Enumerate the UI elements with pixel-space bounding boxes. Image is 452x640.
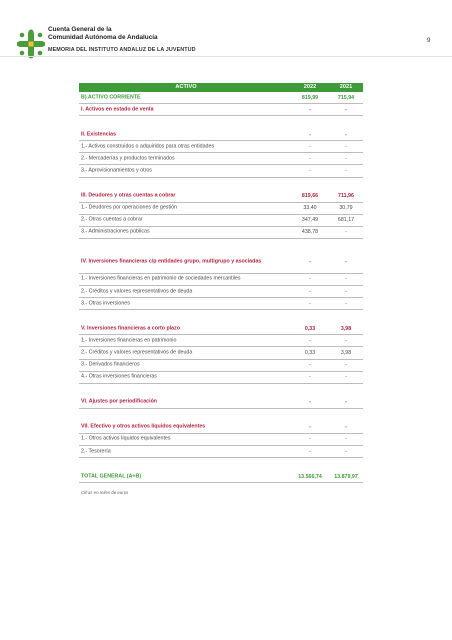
row-label: 3.- Otras inversiones [81, 299, 130, 306]
junta-andalucia-logo-icon [17, 29, 45, 59]
row-label: 3.- Aprovisionamientos y otros [81, 167, 152, 174]
value-2022: - [309, 424, 311, 431]
spacer-row [79, 458, 363, 471]
row-label: B) ACTIVO CORRIENTE [81, 93, 141, 100]
table-row [79, 274, 363, 286]
row-label: 1.- Deudores por operaciones de gestión [81, 204, 177, 211]
value-2022: 438,78 [301, 229, 319, 236]
value-2021: - [345, 259, 347, 266]
value-2022: 347,49 [301, 217, 319, 224]
table-row [79, 372, 363, 384]
table-row [79, 153, 363, 165]
row-label: TOTAL GENERAL (A+B) [81, 472, 142, 479]
row-label: VII. Efectivo y otros activos líquidos equivalentes [81, 423, 206, 430]
table-row [79, 141, 363, 153]
value-2022: - [309, 143, 311, 150]
document-subtitle: MEMORIA DEL INSTITUTO ANDALUZ DE LA JUVENTUD [48, 47, 196, 53]
spacer-row [79, 384, 363, 397]
value-2021: 13.879,97 [334, 473, 358, 480]
value-2021: - [345, 436, 347, 443]
table-row [79, 104, 363, 116]
organization-name-line1: Cuenta General de la [48, 26, 112, 33]
table-body [79, 92, 363, 483]
row-label: 2.- Créditos y valores representativos de deuda [81, 349, 193, 356]
activo-table [79, 83, 363, 483]
value-2022: - [309, 448, 311, 455]
value-2022: - [309, 131, 311, 138]
page-number: 9 [427, 38, 431, 44]
table-row [79, 92, 363, 104]
table-row [79, 360, 363, 372]
table-row [79, 323, 363, 335]
value-2022: - [309, 300, 311, 307]
value-2022: 13.566,74 [298, 473, 322, 480]
table-row [79, 397, 363, 409]
value-2021: 30,79 [339, 205, 353, 212]
page-header [0, 0, 452, 70]
value-2022: 0,33 [304, 325, 316, 332]
table-row [79, 215, 363, 227]
spacer-row [79, 409, 363, 422]
value-2021: 715,94 [337, 94, 355, 101]
value-2021: 3,98 [340, 325, 352, 332]
value-2021: 681,17 [337, 217, 355, 224]
table-row [79, 422, 363, 434]
value-2022: 0,33 [304, 349, 316, 356]
value-2021: - [345, 131, 347, 138]
spacer-row [79, 239, 363, 252]
value-2021: - [345, 143, 347, 150]
row-label: 2.- Mercaderías y productos terminados [81, 155, 175, 162]
table-row [79, 203, 363, 215]
value-2022: - [309, 106, 311, 113]
table-row [79, 165, 363, 177]
value-2022: - [309, 155, 311, 162]
value-2021: - [345, 106, 347, 113]
value-2022: - [309, 259, 311, 266]
value-2022: 33,40 [303, 205, 317, 212]
row-label: III. Deudores y otras cuentas a cobrar [81, 192, 176, 199]
value-2021: - [345, 229, 347, 236]
value-2022: 819,66 [301, 193, 319, 200]
value-2022: - [309, 362, 311, 369]
value-2021: - [345, 399, 347, 406]
row-label: 1.- Otros activos líquidos equivalentes [81, 435, 171, 442]
row-label: V. Inversiones financieras a corto plazo [81, 325, 181, 332]
header-divider [0, 56, 452, 57]
value-2021: - [345, 337, 347, 344]
value-2021: - [345, 448, 347, 455]
value-2022: - [309, 168, 311, 175]
row-label: 1.- Activos construidos o adquiridos para otras entidades [81, 143, 215, 150]
value-2021: - [345, 288, 347, 295]
table-row [79, 298, 363, 310]
table-row [79, 434, 363, 446]
table-row [79, 252, 363, 274]
row-label: 1.- Inversiones financieras en patrimonio de sociedades mercantiles [81, 275, 241, 282]
row-label: 2.- Otras cuentas a cobrar [81, 216, 143, 223]
value-2022: - [309, 276, 311, 283]
organization-name-line2: Comunidad Autónoma de Andalucía [48, 34, 158, 41]
row-label: 3.- Derivados financieros [81, 361, 140, 368]
value-2022: - [309, 399, 311, 406]
table-header [79, 83, 363, 92]
table-row [79, 347, 363, 359]
table-row [79, 471, 363, 483]
value-2022: 819,99 [301, 94, 319, 101]
row-label: II. Existencias [81, 130, 117, 137]
spacer-row [79, 178, 363, 191]
header-year-2021: 2021 [339, 84, 353, 90]
spacer-row [79, 310, 363, 323]
value-2022: - [309, 436, 311, 443]
row-label: 3.- Administraciones públicas [81, 228, 150, 235]
row-label: I. Activos en estado de venta [81, 105, 154, 112]
value-2021: - [345, 276, 347, 283]
table-row [79, 446, 363, 458]
row-label: 2.- Créditos y valores representativos de deuda [81, 287, 193, 294]
row-label: 4.- Otras inversiones financieras [81, 373, 157, 380]
table-row [79, 129, 363, 141]
row-label: IV. Inversiones financieras c/p entidades grupo, multigrupo y asociadas [81, 258, 262, 265]
row-label: 2.- Tesorería [81, 447, 111, 454]
value-2021: - [345, 374, 347, 381]
table-row [79, 335, 363, 347]
value-2021: - [345, 300, 347, 307]
value-2021: - [345, 424, 347, 431]
value-2021: 711,96 [338, 193, 354, 200]
table-row [79, 286, 363, 298]
header-year-2022: 2022 [303, 84, 317, 90]
value-2021: - [345, 362, 347, 369]
value-2021: - [345, 155, 347, 162]
value-2021: - [345, 168, 347, 175]
value-2022: - [309, 374, 311, 381]
value-2021: 3,98 [340, 349, 352, 356]
value-2022: - [309, 337, 311, 344]
units-note: Cifras en miles de euros [81, 490, 129, 495]
table-row [79, 227, 363, 239]
spacer-row [79, 116, 363, 129]
table-row [79, 191, 363, 203]
value-2022: - [309, 288, 311, 295]
row-label: VI. Ajustes por periodificación [81, 398, 158, 405]
header-activo: ACTIVO [175, 84, 197, 90]
row-label: 1.- Inversiones financieras en patrimonio [81, 337, 177, 344]
